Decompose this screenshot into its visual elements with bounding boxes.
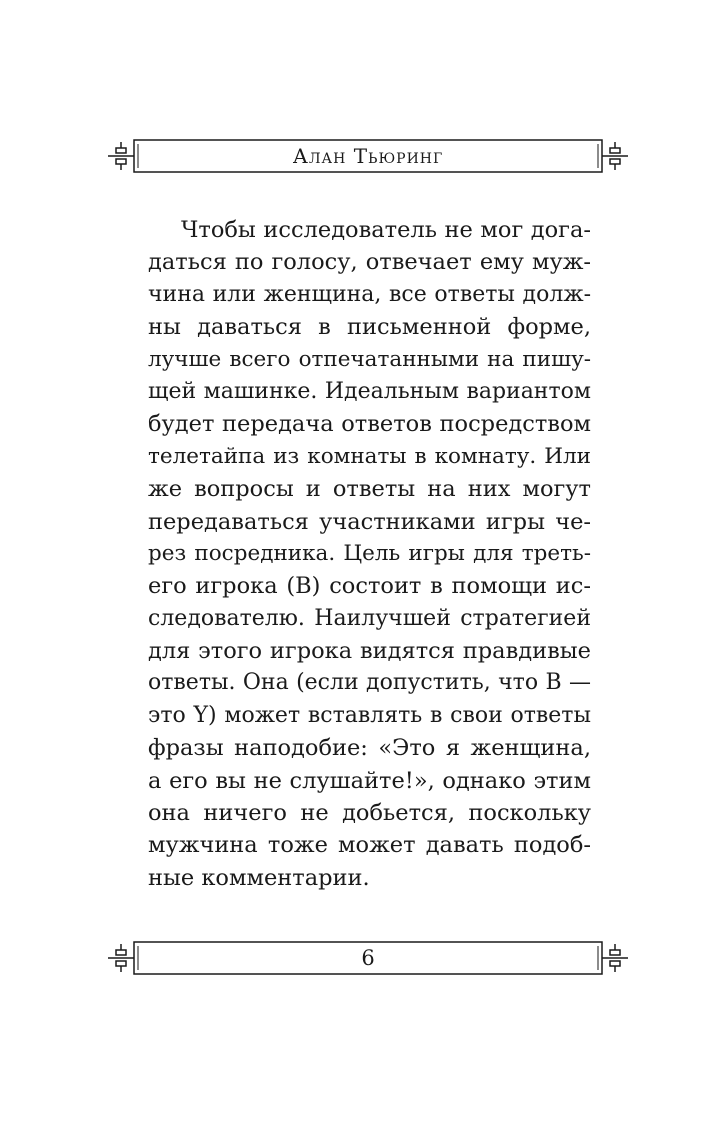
text-line: передаваться участниками игры че- — [148, 508, 591, 535]
text-line: Чтобы исследователь не мог дога- — [181, 217, 591, 243]
page-number: 6 — [361, 946, 375, 970]
text-line: чина или женщина, все ответы долж- — [148, 281, 591, 307]
text-line: будет передача ответов посредством — [148, 411, 591, 438]
text-line: для этого игрока видятся правдивые — [148, 638, 591, 665]
text-line: фразы наподобие: «Это я женщина, — [148, 735, 591, 762]
text-line: следователю. Наилучшей стратегией — [148, 605, 591, 631]
text-line: ны даваться в письменной форме, — [148, 314, 591, 341]
text-line: даться по голосу, отвечает ему муж- — [148, 249, 591, 276]
text-line: щей машинке. Идеальным вариантом — [148, 378, 591, 404]
text-line: же вопросы и ответы на них могут — [148, 476, 591, 503]
page-footer — [108, 936, 628, 980]
text-line: ные комментарии. — [148, 864, 370, 891]
text-line: это Y) может вставлять в свои ответы — [148, 702, 591, 728]
text-line: его игрока (В) состоит в помощи ис- — [148, 573, 591, 600]
text-line: она ничего не добьется, поскольку — [148, 800, 591, 827]
running-header — [108, 134, 628, 178]
text-line: рез посредника. Цель игры для треть- — [148, 540, 591, 566]
text-line: а его вы не слушайте!», однако этим — [148, 767, 591, 794]
running-title: Алан Тьюринг — [292, 144, 444, 168]
text-line: телетайпа из комнаты в комнату. Или — [148, 443, 591, 469]
text-line: мужчина тоже может давать подоб- — [148, 832, 591, 859]
text-line: лучше всего отпечатанными на пишу- — [148, 346, 591, 372]
text-line: ответы. Она (если допустить, что В — — [148, 670, 591, 696]
body-text — [148, 214, 591, 894]
